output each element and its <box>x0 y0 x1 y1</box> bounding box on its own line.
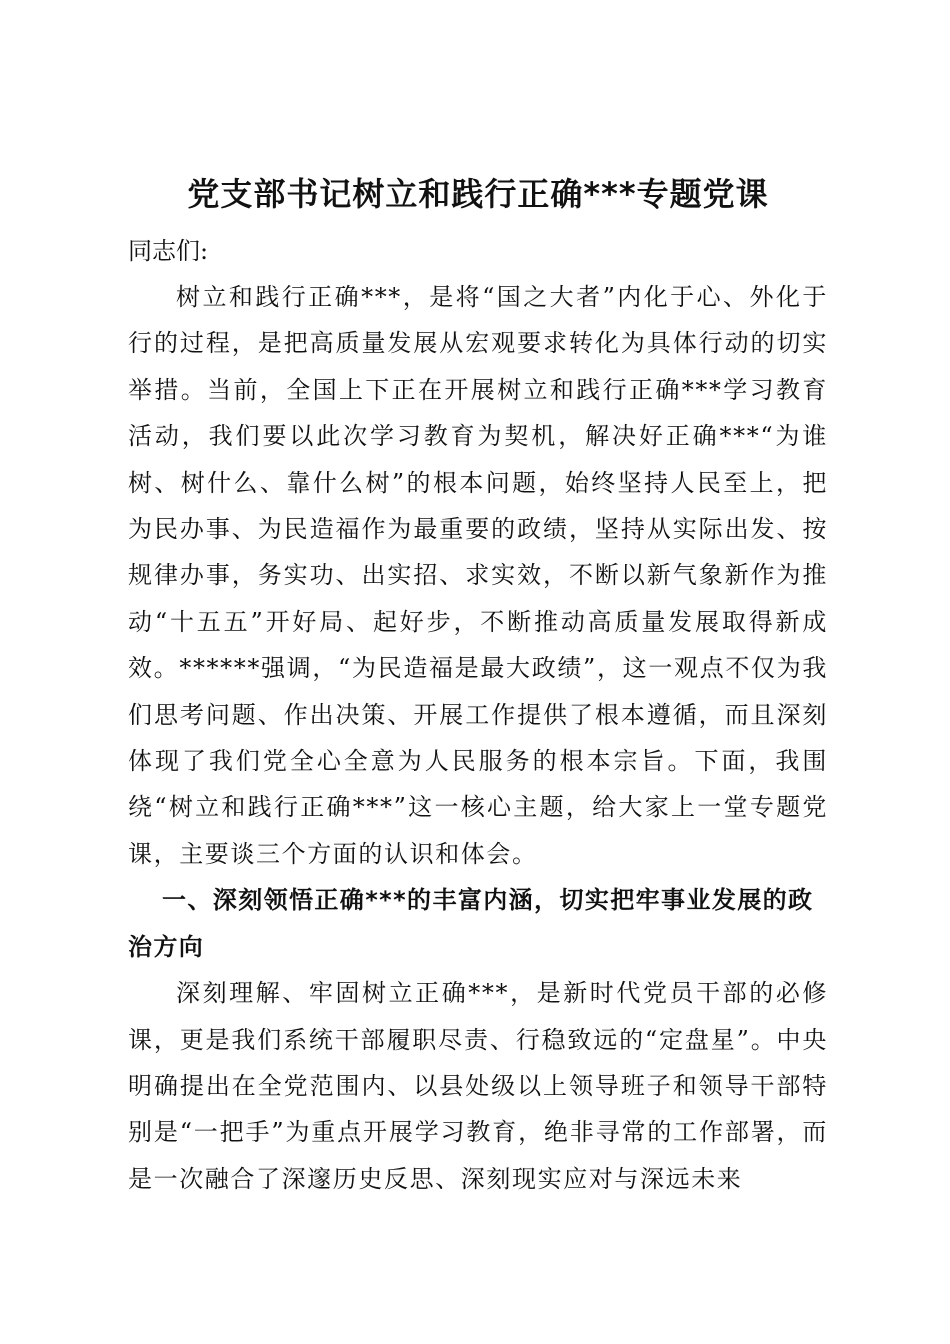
body-paragraph: 深刻理解、牢固树立正确***，是新时代党员干部的必修课，更是我们系统干部履职尽责、行稳致远的“定盘星”。中央明确提出在全党范围内、以县处级以上领导班子和领导干部特别是“一把手”为重点开展学习教育，绝非寻常的工作部署，而是一次融合了深邃历史反思、深刻现实应对与深远未来 <box>128 979 828 1193</box>
document-body <box>128 168 828 1202</box>
body-paragraph: 树立和践行正确***，是将“国之大者”内化于心、外化于行的过程，是把高质量发展从宏观要求转化为具体行动的切实举措。当前，全国上下正在开展树立和践行正确***学习教育活动，我们要以此次学习教育为契机，解决好正确***“为谁树、树什么、靠什么树”的根本问题，始终坚持人民至上，把为民办事、为民造福作为最重要的政绩，坚持从实际出发、按规律办事，务实功、出实招、求实效，不断以新气象新作为推动“十五五”开好局、起好步，不断推动高质量发展取得新成效。******强调，“为民造福是最大政绩”，这一观点不仅为我们思考问题、作出决策、开展工作提供了根本遵循，而且深刻体现了我们党全心全意为人民服务的根本宗旨。下面，我围绕“树立和践行正确***”这一核心主题，给大家上一堂专题党课，主要谈三个方面的认识和体会。 <box>128 283 828 868</box>
document-title: 党支部书记树立和践行正确***专题党课 <box>187 175 769 213</box>
salutation: 同志们: <box>128 237 209 265</box>
section-heading: 一、深刻领悟正确***的丰富内涵，切实把牢事业发展的政治方向 <box>128 886 814 961</box>
